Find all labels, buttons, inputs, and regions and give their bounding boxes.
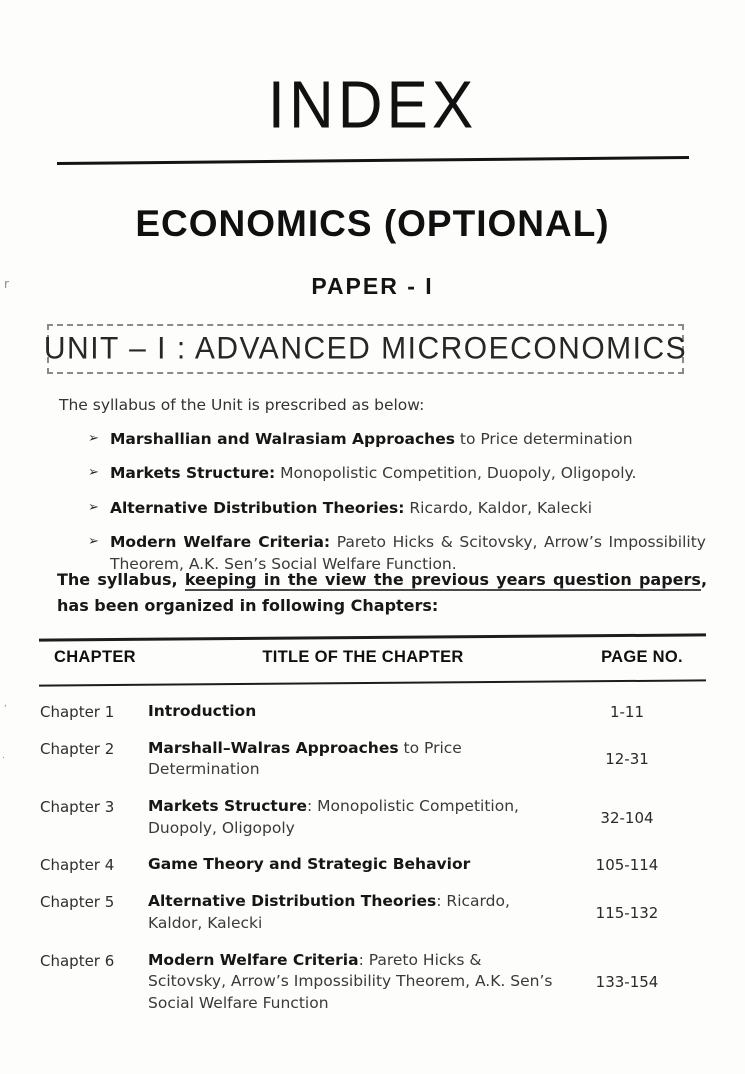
column-header-chapter: CHAPTER	[54, 648, 136, 666]
title-rule	[57, 156, 689, 165]
column-header-title: TITLE OF THE CHAPTER	[262, 648, 464, 666]
syllabus-item	[88, 429, 706, 450]
arrow-bullet-icon: ➢	[88, 431, 99, 446]
table-row	[40, 731, 706, 789]
syllabus-item-topic: Marshallian and Walrasiam Approaches	[110, 430, 455, 448]
table-row	[40, 789, 706, 847]
chapter-title-rest: to Price Determination	[148, 738, 462, 779]
column-header-pages: PAGE NO.	[601, 648, 683, 666]
table-row	[40, 884, 706, 942]
page-range: 1-11	[609, 702, 645, 721]
chapter-label: Chapter 1	[40, 703, 115, 721]
organization-note-suffix: , has been organized in following Chapters:	[57, 570, 708, 615]
syllabus-item-detail: to Price determination	[454, 430, 633, 448]
syllabus-item-topic: Alternative Distribution Theories:	[110, 498, 405, 517]
chapter-label: Chapter 5	[40, 893, 115, 912]
page-range: 115-132	[595, 903, 659, 922]
chapter-title-bold: Marshall–Walras Approaches	[148, 738, 399, 757]
syllabus-intro: The syllabus of the Unit is prescribed as below:	[59, 396, 425, 414]
paper-title: PAPER - I	[311, 273, 434, 299]
chapter-title-bold: Modern Welfare Criteria	[148, 950, 359, 969]
chapters-table	[40, 694, 706, 1023]
syllabus-list	[88, 429, 706, 588]
organization-note-prefix: The syllabus,	[57, 570, 185, 589]
chapter-title	[148, 950, 578, 1015]
scan-artifact: .	[2, 751, 5, 761]
chapter-label: Chapter 6	[40, 951, 115, 970]
chapter-title	[148, 738, 578, 781]
page-range: 32-104	[600, 808, 654, 827]
table-row	[40, 694, 706, 731]
unit-heading-box	[43, 324, 688, 374]
scan-artifact: ,	[4, 699, 7, 709]
arrow-bullet-icon: ➢	[88, 534, 99, 550]
page-range: 133-154	[595, 973, 659, 992]
table-header-row	[40, 648, 706, 667]
syllabus-item-detail: Pareto Hicks & Scitovsky, Arrow’s Impossibility Theorem, A.K. Sen’s Social Welfare Function.	[110, 533, 706, 573]
chapter-title	[148, 891, 578, 934]
syllabus-item	[88, 498, 706, 519]
chapter-label: Chapter 4	[40, 856, 115, 875]
chapter-title-bold: Game Theory and Strategic Behavior	[148, 855, 471, 874]
syllabus-item	[88, 463, 706, 484]
chapter-title-rest: : Pareto Hicks & Scitovsky, Arrow’s Impossibility Theorem, A.K. Sen’s Social Welfare Function	[148, 950, 553, 1012]
table-row	[40, 943, 706, 1023]
chapter-title-rest: : Ricardo, Kaldor, Kalecki	[148, 892, 510, 932]
table-row	[40, 847, 706, 884]
page-range: 12-31	[605, 750, 649, 769]
chapter-title-bold: Markets Structure	[148, 797, 308, 816]
syllabus-item-topic: Modern Welfare Criteria:	[110, 533, 331, 552]
chapter-title	[148, 854, 578, 876]
syllabus-item-detail: Monopolistic Competition, Duopoly, Oligopoly.	[275, 464, 637, 483]
syllabus-item-detail: Ricardo, Kaldor, Kalecki	[404, 498, 593, 517]
unit-heading: UNIT – I : ADVANCED MICROECONOMICS	[43, 331, 688, 366]
chapter-label: Chapter 2	[40, 739, 115, 758]
table-top-rule	[39, 633, 706, 641]
organization-note-underlined: keeping in the view the previous years question papers	[184, 570, 701, 589]
arrow-bullet-icon: ➢	[88, 465, 99, 481]
page-range: 105-114	[595, 856, 659, 875]
scan-artifact: r	[4, 277, 9, 291]
organization-note	[57, 567, 707, 618]
chapter-title-rest: : Monopolistic Competition, Duopoly, Oligopoly	[148, 797, 519, 837]
syllabus-item-topic: Markets Structure:	[110, 464, 276, 483]
chapter-title-bold: Introduction	[148, 702, 257, 720]
table-header-rule	[39, 679, 706, 686]
course-title: ECONOMICS (OPTIONAL)	[135, 203, 610, 244]
chapter-label: Chapter 3	[40, 798, 115, 817]
page-title: INDEX	[267, 68, 478, 143]
chapter-title	[148, 701, 578, 723]
chapter-title	[148, 796, 578, 839]
arrow-bullet-icon: ➢	[88, 499, 99, 515]
chapter-title-bold: Alternative Distribution Theories	[148, 892, 437, 911]
